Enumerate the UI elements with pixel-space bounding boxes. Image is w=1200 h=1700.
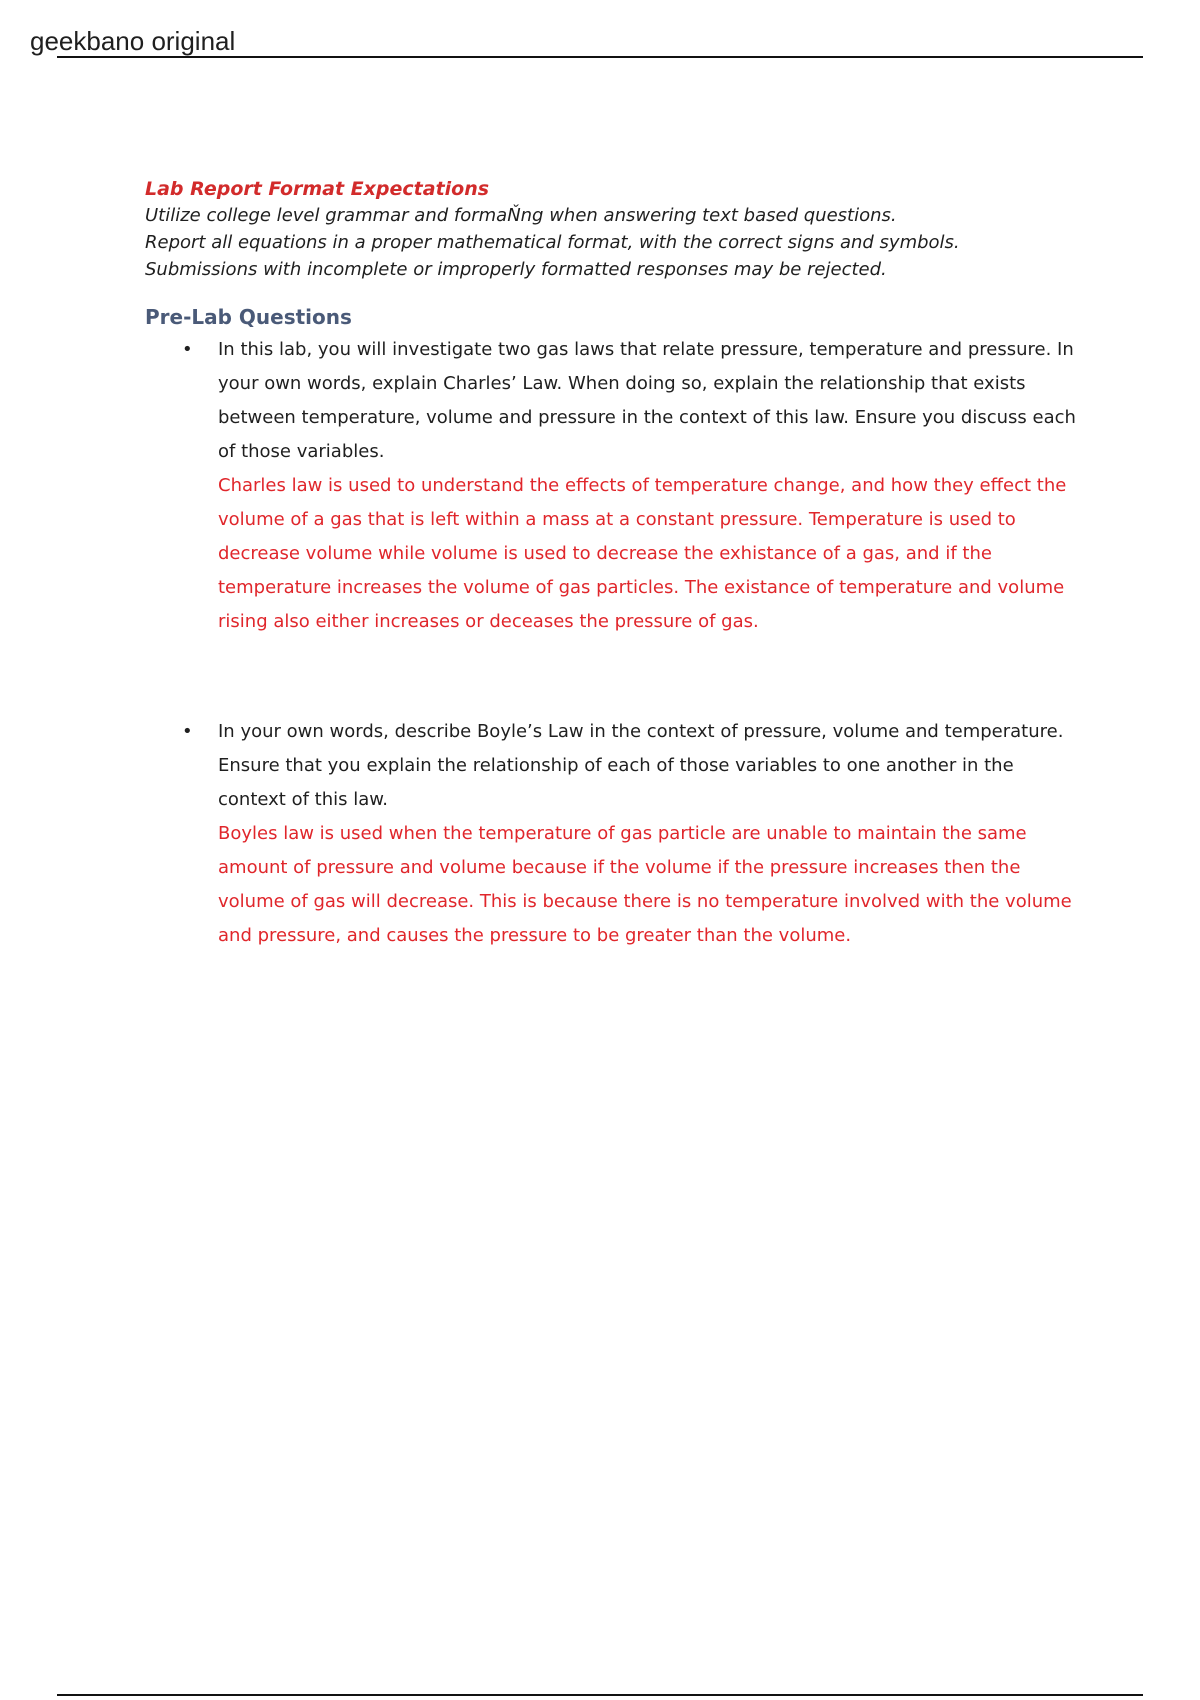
prelab-section [145, 303, 1085, 953]
bullet-icon: • [182, 339, 193, 360]
format-line-grammar: Utilize college level grammar and formaŇng when answering text based questions. [145, 205, 897, 226]
question-text: In this lab, you will investigate two gas laws that relate pressure, temperature and pressure. In your own words, explain Charles’ Law. When doing so, explain the relationship that exists between temperature, volume and pressure in the context of this law. Ensure you discuss each of those variables. [218, 339, 1076, 462]
format-line-equations: Report all equations in a proper mathematical format, with the correct signs and symbols. [145, 232, 960, 253]
bullet-icon: • [182, 721, 193, 742]
answer-text: Boyles law is used when the temperature of gas particle are unable to maintain the same amount of pressure and volume because if the volume if the pressure increases then the volume of gas will decrease. This is because there is no temperature involved with the volume and pressure, and causes the pressure to be greater than the volume. [218, 823, 1072, 946]
format-expectations-section [145, 176, 1085, 283]
prelab-heading: Pre-Lab Questions [145, 305, 352, 329]
footer-rule [57, 1694, 1143, 1696]
header-rule [57, 56, 1143, 58]
question-text: In your own words, describe Boyle’s Law in the context of pressure, volume and temperature. Ensure that you explain the relationship of each of those variables to one another in the context of this law. [218, 721, 1064, 810]
answer-text: Charles law is used to understand the effects of temperature change, and how they effect the volume of a gas that is left within a mass at a constant pressure. Temperature is used to decrease volume while volume is used to decrease the exhistance of a gas, and if the temperature increases the volume of gas particles. The existance of temperature and volume rising also either increases or deceases the pressure of gas. [218, 475, 1067, 632]
question-item-charles [145, 333, 1085, 639]
format-line-submissions: Submissions with incomplete or improperly formatted responses may be rejected. [145, 259, 887, 280]
document-content [145, 176, 1085, 953]
brand-header: geekbano original [30, 26, 236, 56]
question-item-boyle [145, 715, 1085, 953]
format-expectations-title: Lab Report Format Expectations [145, 178, 490, 200]
